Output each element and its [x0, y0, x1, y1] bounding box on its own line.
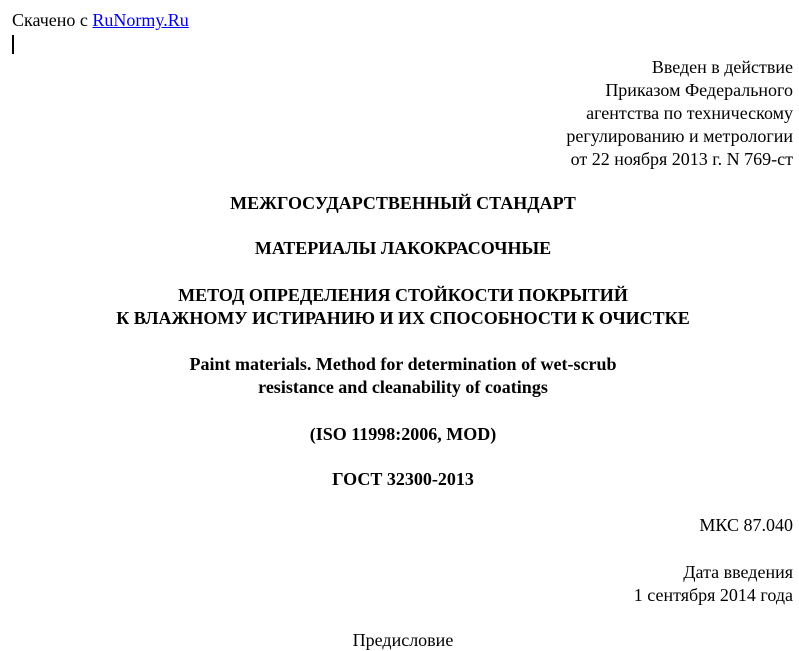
- english-title-line: Paint materials. Method for determination of wet-scrub: [189, 354, 617, 374]
- iso-reference: (ISO 11998:2006, MOD): [309, 424, 497, 444]
- gost-number: ГОСТ 32300-2013: [332, 469, 474, 489]
- intro-date-block: [634, 561, 793, 607]
- method-heading: [0, 284, 799, 330]
- method-heading-line: МЕТОД ОПРЕДЕЛЕНИЯ СТОЙКОСТИ ПОКРЫТИЙ: [178, 285, 628, 305]
- text-cursor: [12, 35, 14, 54]
- intro-date-label: Дата введения: [683, 562, 793, 582]
- intro-date-value: 1 сентября 2014 года: [633, 585, 793, 605]
- approval-line: Введен в действие: [651, 57, 793, 77]
- standard-type-heading: МЕЖГОСУДАРСТВЕННЫЙ СТАНДАРТ: [230, 193, 576, 213]
- mks-code: МКС 87.040: [699, 515, 793, 535]
- english-title-line: resistance and cleanability of coatings: [258, 377, 548, 397]
- approval-line: от 22 ноября 2013 г. N 769-ст: [570, 149, 793, 169]
- source-link[interactable]: RuNormy.Ru: [92, 10, 189, 30]
- approval-line: Приказом Федерального: [605, 80, 793, 100]
- approval-block: [566, 56, 793, 171]
- method-heading-line: К ВЛАЖНОМУ ИСТИРАНИЮ И ИХ СПОСОБНОСТИ К ОЧИСТКЕ: [116, 308, 690, 328]
- approval-line: регулированию и метрологии: [566, 126, 793, 146]
- english-title: [0, 353, 799, 399]
- source-line: [12, 9, 189, 31]
- source-prefix: Скачено с: [12, 10, 93, 30]
- foreword-heading: Предисловие: [352, 630, 454, 650]
- subject-heading: МАТЕРИАЛЫ ЛАКОКРАСОЧНЫЕ: [254, 238, 552, 258]
- approval-line: агентства по техническому: [586, 103, 793, 123]
